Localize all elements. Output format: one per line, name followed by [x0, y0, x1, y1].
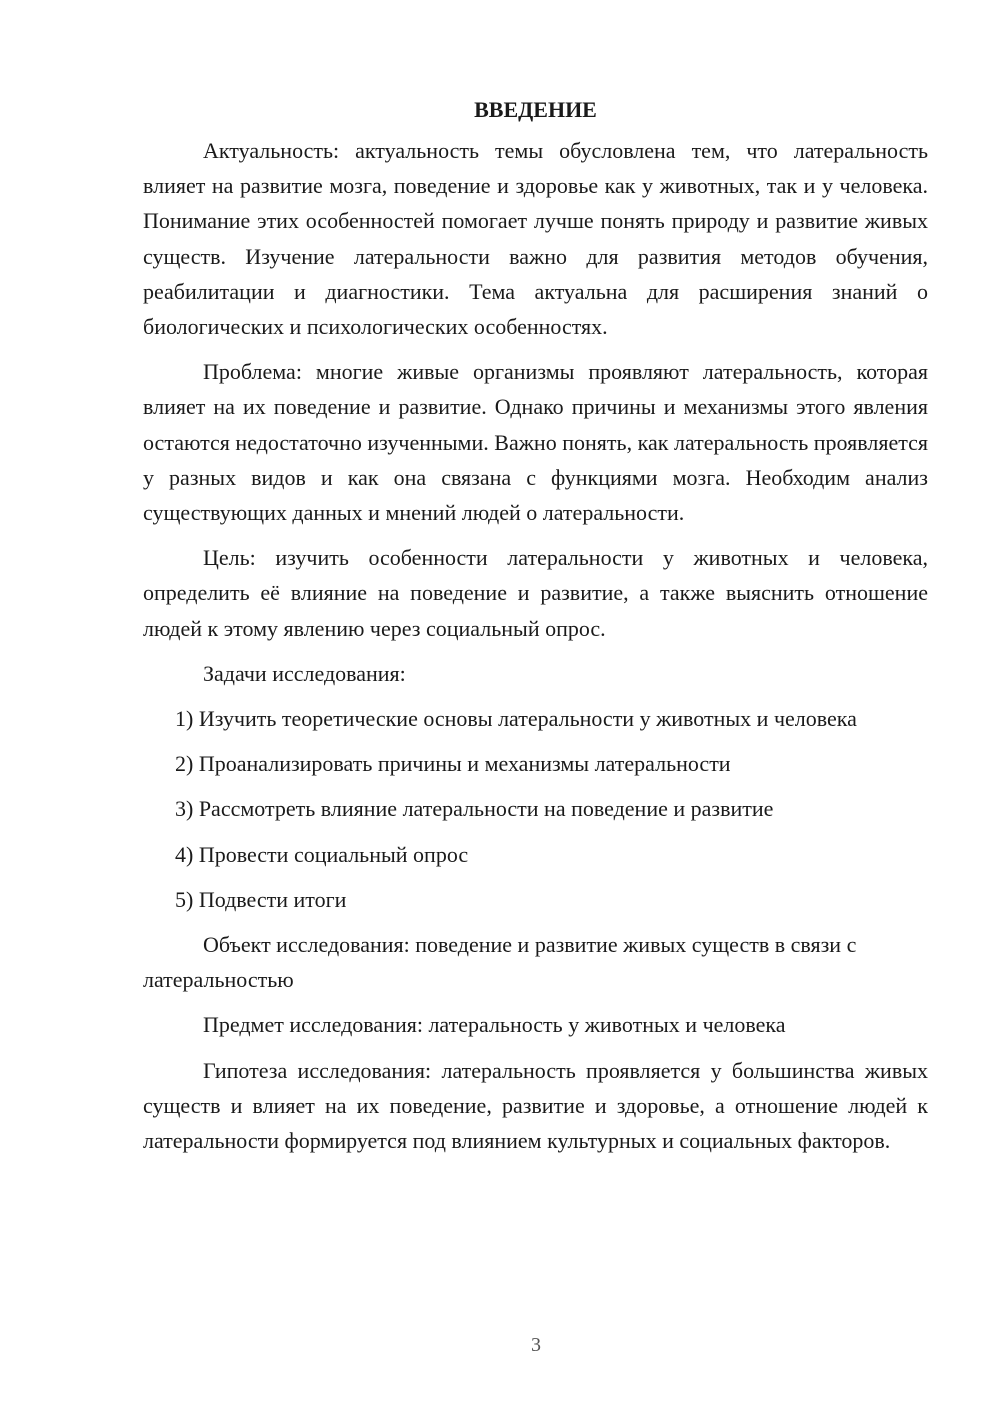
task-item: 3) Рассмотреть влияние латеральности на поведение и развитие	[175, 796, 774, 822]
tasks-title: Задачи исследования:	[203, 660, 406, 686]
document-page	[143, 92, 928, 1168]
page-number: 3	[531, 1334, 541, 1356]
paragraph-relevance: Актуальность: актуальность темы обусловлена тем, что латеральность влияет на развитие мозга, поведение и здоровье как у животных, так и у человека. Понимание этих особенностей помогает лучше понять природу и развитие живых существ. Изучение латеральности важно для развития методов обучения, реабилитации и диагностики. Тема актуальна для расширения знаний о биологических и психологических особенностях.	[143, 138, 928, 340]
task-item: 4) Провести социальный опрос	[175, 841, 469, 867]
task-item: 2) Проанализировать причины и механизмы латеральности	[175, 751, 731, 777]
task-item: 1) Изучить теоретические основы латеральности у животных и человека	[175, 706, 857, 732]
paragraph-object: Объект исследования: поведение и развитие живых существ в связи с латеральностью	[143, 932, 857, 993]
paragraph-subject: Предмет исследования: латеральность у животных и человека	[203, 1012, 786, 1038]
tasks-list	[143, 701, 928, 917]
paragraph-hypothesis: Гипотеза исследования: латеральность проявляется у большинства живых существ и влияет на их поведение, развитие и здоровье, а отношение людей к латеральности формируется под влиянием культурных и социальных факторов.	[143, 1057, 928, 1154]
section-heading: ВВЕДЕНИЕ	[474, 97, 597, 122]
paragraph-problem: Проблема: многие живые организмы проявляют латеральность, которая влияет на их поведение и развитие. Однако причины и механизмы этого явления остаются недостаточно изученными. Важно понять, как латеральность проявляется у разных видов и как она связана с функциями мозга. Необходим анализ существующих данных и мнений людей о латеральности.	[143, 359, 928, 526]
task-item: 5) Подвести итоги	[175, 886, 347, 912]
paragraph-goal: Цель: изучить особенности латеральности у животных и человека, определить её влияние на поведение и развитие, а также выяснить отношение людей к этому явлению через социальный опрос.	[143, 545, 928, 641]
